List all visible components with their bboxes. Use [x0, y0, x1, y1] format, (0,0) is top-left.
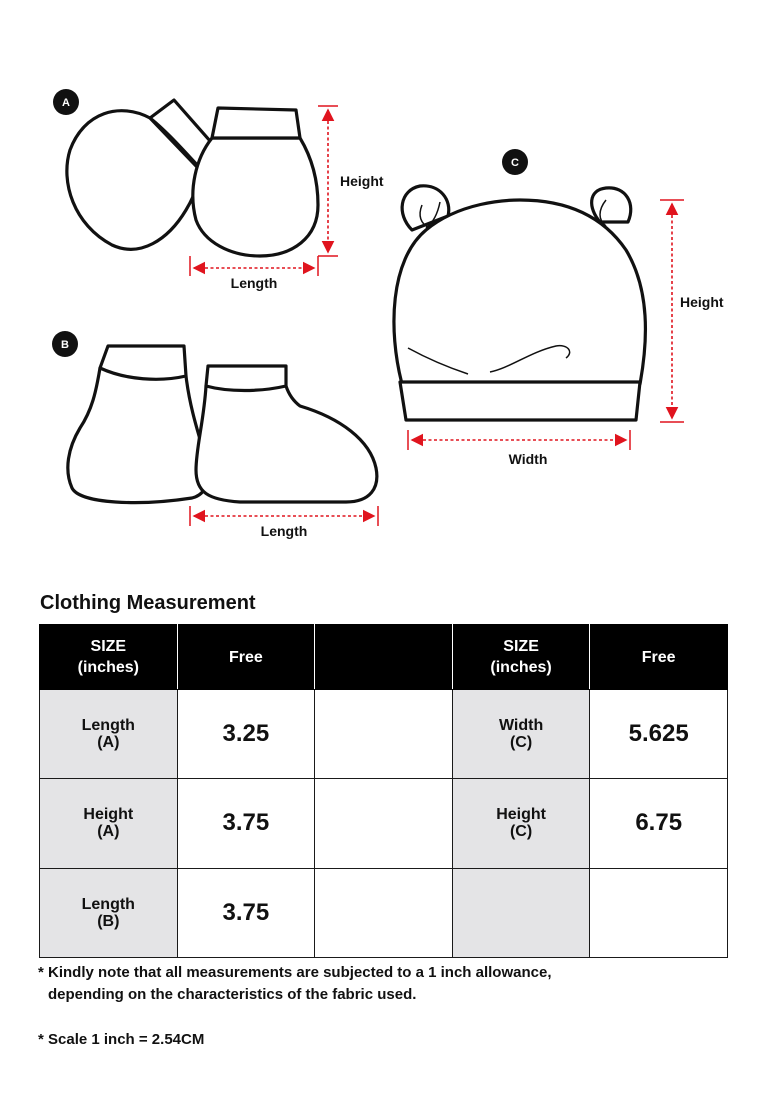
empty-cell — [315, 690, 453, 779]
a-length-label: Length — [230, 275, 278, 291]
label-code: (C) — [509, 823, 533, 841]
header-free-left — [177, 625, 315, 690]
badge-c-text: C — [511, 157, 519, 169]
measurement-table — [39, 624, 728, 958]
label-text: Width — [498, 717, 544, 735]
badge-c — [502, 149, 528, 175]
row-label — [40, 779, 178, 868]
header-text: Free — [228, 648, 263, 666]
dimension-a-height — [318, 106, 338, 256]
label-text: Height — [496, 806, 546, 824]
badge-b-text: B — [61, 339, 69, 351]
allowance-note-line2: depending on the characteristics of the fabric used. — [48, 986, 417, 1003]
allowance-note-line1: * Kindly note that all measurements are subjected to a 1 inch allowance, — [38, 964, 552, 981]
header-size-left — [40, 625, 178, 690]
badge-b — [52, 331, 78, 357]
mittens-illustration — [67, 100, 318, 256]
header-free-right — [590, 625, 728, 690]
row-label — [40, 690, 178, 779]
label-text: Length — [81, 717, 135, 735]
c-width-label: Width — [508, 451, 548, 467]
a-height-label: Height — [340, 173, 384, 189]
label-code: (A) — [97, 823, 120, 841]
row-value-right: 6.75 — [590, 779, 728, 868]
label-text: Height — [83, 806, 134, 824]
dimension-a-length — [190, 256, 318, 276]
allowance-note — [38, 962, 552, 1006]
table-row — [40, 779, 728, 868]
row-value: 3.25 — [177, 690, 315, 779]
booties-illustration — [68, 346, 377, 503]
header-text: SIZE — [90, 638, 127, 655]
table-header-row — [40, 625, 728, 690]
section-title: Clothing Measurement — [40, 592, 256, 614]
table-row — [40, 690, 728, 779]
c-height-label: Height — [680, 294, 724, 310]
badge-a — [53, 89, 79, 115]
empty-cell — [452, 868, 590, 957]
header-text: SIZE — [503, 638, 539, 655]
dimension-c-width — [408, 430, 630, 450]
table-row — [40, 868, 728, 957]
header-empty — [315, 625, 453, 690]
empty-cell — [315, 868, 453, 957]
row-label-right — [452, 779, 590, 868]
label-code: (C) — [509, 734, 533, 752]
scale-note: * Scale 1 inch = 2.54CM — [38, 1031, 205, 1048]
empty-cell — [315, 779, 453, 868]
header-unit: (inches) — [77, 659, 139, 676]
label-code: (A) — [97, 734, 120, 752]
row-value: 3.75 — [177, 779, 315, 868]
dimension-c-height — [660, 200, 684, 422]
row-label-right — [452, 690, 590, 779]
b-length-label: Length — [260, 523, 308, 539]
row-label — [40, 868, 178, 957]
label-text: Length — [81, 895, 135, 913]
row-value-right: 5.625 — [590, 690, 728, 779]
header-size-right — [452, 625, 590, 690]
row-value: 3.75 — [177, 868, 315, 957]
header-unit: (inches) — [490, 659, 552, 676]
badge-a-text: A — [62, 97, 70, 109]
header-text: Free — [641, 648, 676, 666]
hat-illustration — [394, 186, 646, 420]
empty-cell — [590, 868, 728, 957]
label-code: (B) — [97, 912, 120, 930]
